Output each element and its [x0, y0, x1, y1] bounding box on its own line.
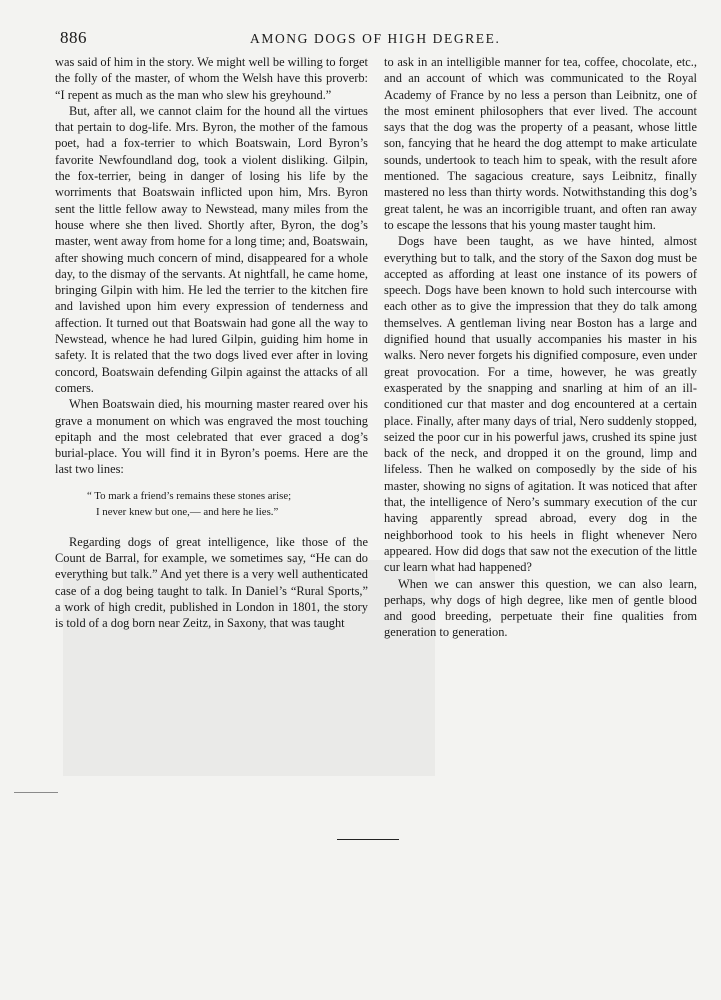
paragraph: But, after all, we cannot claim for the hound all the virtues that pertain to dog-life. Mrs. Byron, the mother of the famous poet, had a fox-terrier to which Boatswain, Lord Byron’s favorite Newfoundland dog, took a violent disliking. Gilpin, the fox-terrier, being in danger of losing his life by the worriments that Boatswain inflicted upon him, Mrs. Byron sent the little fellow away to Newstead, many miles from the house where she then lived. Shortly after, Byron, the dog’s master, went away from home for a long time; and, Boatswain, after showing much concern of mind, disappeared for a whole day, to the dismay of the servants. At nightfall, he came home, bringing Gilpin with him. He led the terrier to the kitchen fire and lavished upon him every expression of tenderness and affection. It turned out that Boatswain had gone all the way to Newstead, whence he had lured Gilpin, guiding him home in safety. It is related that the two dogs lived ever after in loving concord, Boatswain defending Gilpin against the attacks of all comers. — [55, 103, 368, 395]
left-column — [55, 54, 368, 632]
paragraph: was said of him in the story. We might well be willing to forget the folly of the master, of whom the Welsh have this proverb: “I repent as much as the man who slew his greyhound.” — [55, 55, 368, 102]
page-number: 886 — [60, 28, 87, 47]
epitaph-quote — [55, 488, 368, 520]
paragraph: When we can answer this question, we can also learn, perhaps, why dogs of high degree, like men of gentle blood and good breeding, perpetuate their fine qualities from generation to generation. — [384, 576, 697, 640]
right-column — [384, 54, 697, 641]
epitaph-line: I never knew but one,— and here he lies.” — [96, 505, 279, 518]
paragraph: Dogs have been taught, as we have hinted, almost everything but to talk, and the story of the Saxon dog must be accepted as affording at least one instance of its powers of speech. Dogs have been known to hold such intercourse with each other as to give the impression that they do talk among themselves. A gentleman living near Boston has a large and dignified hound that usually accompanies his master in his walks. Nero never forgets his dignified composure, even under great provocation. For a time, however, he was greatly exasperated by the snapping and snarling at him of an ill-conditioned cur that master and dog encountered at a certain place. Finally, after many days of trial, Nero suddenly stopped, seized the poor cur in his powerful jaws, crushed its spine just back of the neck, and dropped it on the ground, limp and lifeless. Then he walked on composedly by the side of his master, showing no signs of agitation. It was noticed that after that, the intelligence of Nero’s summary execution of the cur having apparently spread abroad, every dog in the neighborhood took to his heels in flight whenever Nero appeared. How did dogs that saw not the execution of the little cur learn what had happened? — [384, 234, 697, 575]
paragraph: Regarding dogs of great intelligence, like those of the Count de Barral, for example, we sometimes say, “He can do everything but talk.” And yet there is a very well authenticated case of a dog being taught to talk. In Daniel’s “Rural Sports,” a work of high credit, published in London in 1801, the story is told of a dog born near Zeitz, in Saxony, that was taught — [55, 534, 368, 631]
scan-edge-mark — [14, 792, 58, 793]
section-divider — [337, 839, 399, 840]
epitaph-line: “ To mark a friend’s remains these stones arise; — [87, 489, 292, 502]
paragraph: When Boatswain died, his mourning master reared over his grave a monument on which was engraved the most touching epitaph and the most celebrated that ever graced a dog’s burial-place. You will find it in Byron’s poems. Here are the last two lines: — [55, 397, 368, 477]
running-head: AMONG DOGS OF HIGH DEGREE. — [250, 31, 501, 46]
paragraph: to ask in an intelligible manner for tea, coffee, chocolate, etc., and an account of which was communicated to the Royal Academy of France by no less a person than Leibnitz, one of the most eminent philosophers that ever lived. The account says that the dog was the property of a peasant, whose little son, fancying that he heard the dog attempt to make articulate sounds, undertook to teach him to speak, with the result afore mentioned. The sagacious creature, says Leibnitz, finally mastered no less than thirty words. Notwithstanding this dog’s great talent, he was an incorrigible truant, and often ran away to escape the lessons that his young master taught him. — [384, 55, 697, 232]
